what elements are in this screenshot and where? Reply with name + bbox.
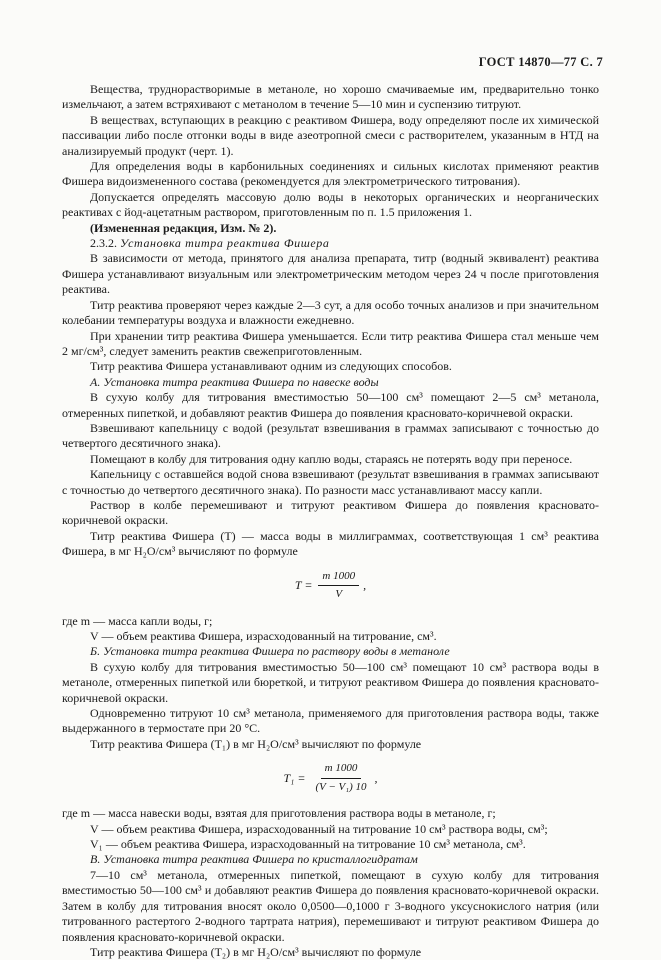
paragraph: Титр реактива проверяют через каждые 2—3 сут, а для особо точных анализов и при значительном колебании температуры воздуха и влажности ежедневно. [62,297,599,328]
paragraph: Вещества, труднорастворимые в метаноле, но хорошо смачиваемые им, предварительно тонко измельчают, а затем встряхивают с метанолом в течение 5—10 мин и суспензию титруют. [62,82,599,112]
method-heading-c: В. Установка титра реактива Фишера по кристаллогидратам [90,852,418,867]
formula-denominator: (V − V₁) 10 [315,780,367,793]
paragraph: Капельницу с оставшейся водой снова взвешивают (результат взвешивания в граммах записывают с точностью до четвертого десятичного знака). По разности масс устанавливают массу капли. [62,467,599,497]
formula-numerator: m 1000 [321,761,362,778]
formula-fraction [318,569,359,603]
amendment-note: (Измененная редакция, Изм. № 2). [90,220,277,235]
formula-lhs: T = [294,577,313,592]
formula-t [62,568,599,604]
paragraph: Титр реактива Фишера устанавливают одним из следующих способов. [90,359,452,374]
paragraph: Раствор в колбе перемешивают и титруют реактивом Фишера до появления красновато-коричневой окраски. [62,497,599,528]
paragraph: Одновременно титруют 10 см³ метанола, применяемого для приготовления раствора воды, также выдержанного в термостате при 20 °С. [62,706,599,736]
paragraph: В зависимости от метода, принятого для анализа препарата, титр (водный эквивалент) реактива Фишера устанавливают визуальным или электрометрическим методом через 24 ч после приготовления реактива. [62,251,599,297]
document-body [62,82,599,960]
method-heading-b: Б. Установка титра реактива Фишера по раствору воды в метаноле [90,644,450,659]
definition: V — объем реактива Фишера, израсходованный на титрование 10 см³ раствора воды, см³; [90,821,548,836]
formula-definitions [62,614,599,645]
definition: где m — масса капли воды, г; [62,613,213,628]
page-header: ГОСТ 14870—77 С. 7 [478,55,603,69]
definition: V — объем реактива Фишера, израсходованный на титрование, см³. [90,629,437,643]
formula-t1 [62,760,599,796]
formula-tail: , [374,770,378,785]
formula-lhs: T₁ = [283,770,306,785]
paragraph: В сухую колбу для титрования вместимостью 50—100 см³ помещают 2—5 см³ метанола, отмеренных пипеткой, и добавляют реактив Фишера до появления красновато-коричневой окраски. [62,390,599,420]
section-title: Установка титра реактива Фишера [120,236,330,251]
paragraph: Допускается определять массовую долю воды в некоторых органических и неорганических реактивах с йод-ацетатным раствором, приготовленным по п. 1.5 приложения 1. [62,189,599,220]
section-heading [62,236,599,251]
paragraph: Титр реактива Фишера (T) — масса воды в миллиграммах, соответствующая 1 см³ реактива Фишера, в мг H₂O/см³ вычисляют по формуле [62,528,599,559]
paragraph: В веществах, вступающих в реакцию с реактивом Фишера, воду определяют после их химической пассивации либо после отгонки воды в виде азеотропной смеси с растворителем, указанным в НТД на анализируемый продукт (черт. 1). [62,112,599,158]
paragraph: В сухую колбу для титрования вместимостью 50—100 см³ помещают 10 см³ раствора воды в метаноле, отмеренных пипеткой или бюреткой, и титруют реактивом Фишера до появления красновато-коричневой окраски. [62,659,599,705]
definition: V₁ — объем реактива Фишера, израсходованный на титрование 10 см³ метанола, см³. [90,837,526,852]
paragraph: При хранении титр реактива Фишера уменьшается. Если титр реактива Фишера стал меньше чем 2 мг/см³, следует заменить реактив свежеприготовленным. [62,328,599,358]
formula-fraction [311,761,370,795]
formula-tail: , [363,577,367,592]
paragraph: 7—10 см³ метанола, отмеренных пипеткой, помещают в сухую колбу для титрования вместимостью 50—100 см³ и добавляют реактив Фишера до появления красновато-коричневой окраски. Затем в колбу для титрования вносят около 0,0500—0,1000 г 3-водного уксуснокислого натрия (или титрованного растертого 2-водного тартрата натрия), перемешивают и титруют реактивом Фишера до появления красновато-коричневой окраски. [62,867,599,944]
section-number: 2.3.2. [90,236,117,251]
method-heading-a: А. Установка титра реактива Фишера по навеске воды [90,374,379,389]
paragraph: Для определения воды в карбонильных соединениях и сильных кислотах применяют реактив Фишера видоизмененного состава (рекомендуется для электрометрического титрования). [62,159,599,189]
paragraph: Титр реактива Фишера (T₂) в мг H₂O/см³ вычисляют по формуле [90,944,422,959]
paragraph: Помещают в колбу для титрования одну каплю воды, стараясь не потерять воду при переносе. [90,451,573,466]
paragraph: Взвешивают капельницу с водой (результат взвешивания в граммах записывают с точностью до четвертого десятичного знака). [62,420,599,451]
formula-definitions [62,806,599,852]
formula-numerator: m 1000 [318,569,359,586]
formula-denominator: V [335,588,343,601]
paragraph: Титр реактива Фишера (T₁) в мг H₂O/см³ вычисляют по формуле [90,736,422,751]
definition: где m — масса навески воды, взятая для приготовления раствора воды в метаноле, г; [62,806,496,821]
